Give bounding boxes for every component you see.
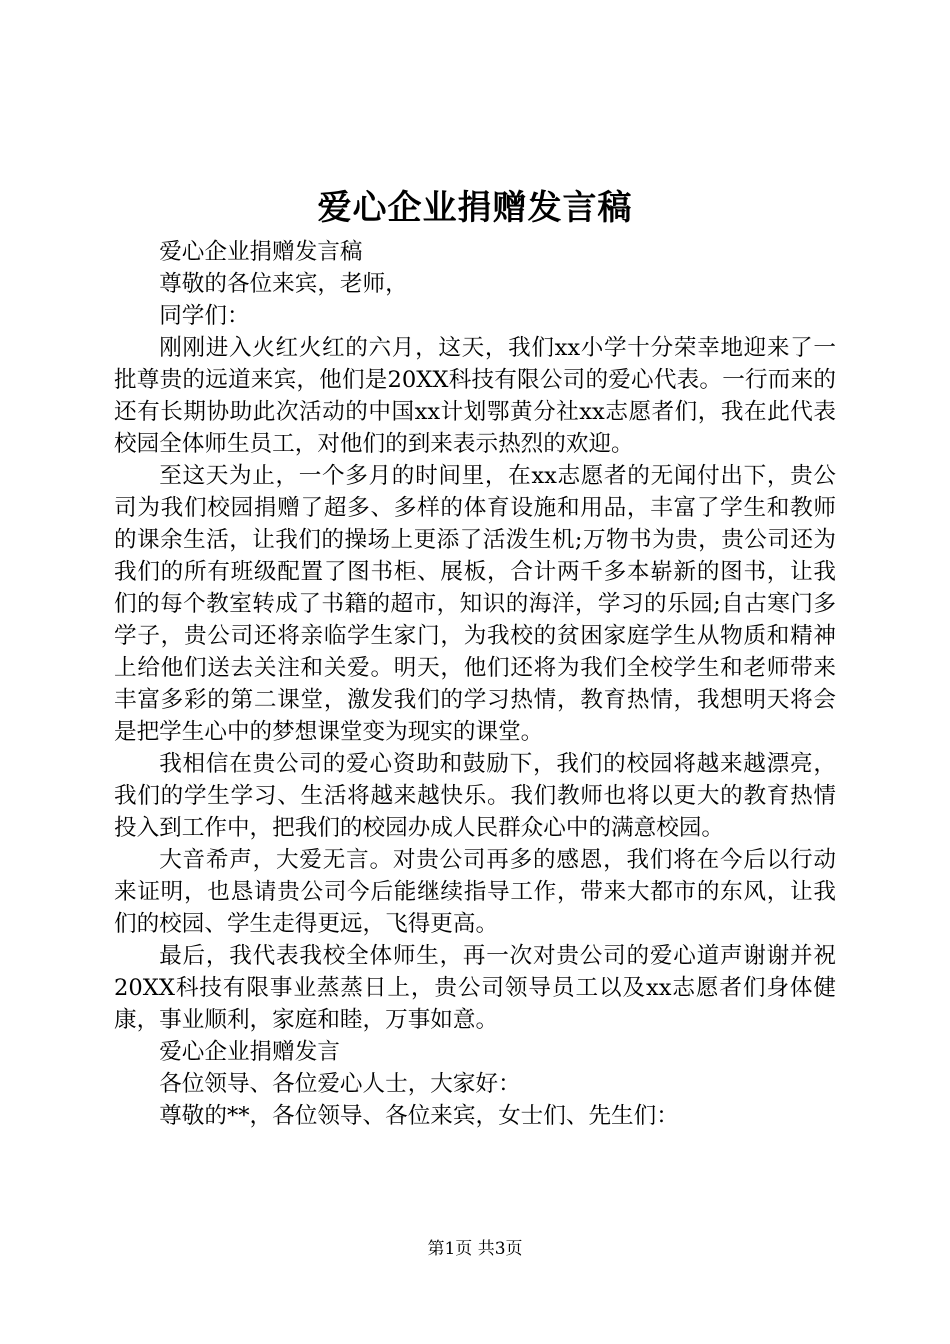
- document-body: [114, 236, 836, 1132]
- paragraph-closing: 最后，我代表我校全体师生，再一次对贵公司的爱心道声谢谢并祝20XX科技有限事业蒸蒸日上，贵公司领导员工以及xx志愿者们身体健康，事业顺利，家庭和睦，万事如意。: [114, 943, 836, 1033]
- page-footer: 第1页 共3页: [427, 1239, 523, 1259]
- paragraph-second-greeting: 各位领导、各位爱心人士，大家好：: [159, 1071, 521, 1097]
- paragraph-belief: 我相信在贵公司的爱心资助和鼓励下，我们的校园将越来越漂亮，我们的学生学习、生活将越来越快乐。我们教师也将以更大的教育热情投入到工作中，把我们的校园办成人民群众心中的满意校园。: [114, 751, 836, 841]
- paragraph-gratitude: 大音希声，大爱无言。对贵公司再多的感恩，我们将在今后以行动来证明，也恳请贵公司今后能继续指导工作，带来大都市的东风，让我们的校园、学生走得更远，飞得更高。: [114, 847, 836, 937]
- paragraph-second-salutation: 尊敬的**，各位领导、各位来宾，女士们、先生们：: [159, 1103, 679, 1129]
- paragraph-salutation: 尊敬的各位来宾，老师，: [159, 271, 408, 297]
- paragraph-donations: 至这天为止，一个多月的时间里，在xx志愿者的无闻付出下，贵公司为我们校园捐赠了超多、多样的体育设施和用品，丰富了学生和教师的课余生活，让我们的操场上更添了活泼生机;万物书为贵，贵公司还为我们的所有班级配置了图书柜、展板，合计两千多本崭新的图书，让我们的每个教室转成了书籍的超市，知识的海洋，学习的乐园;自古寒门多学子，贵公司还将亲临学生家门，为我校的贫困家庭学生从物质和精神上给他们送去关注和关爱。明天，他们还将为我们全校学生和老师带来丰富多彩的第二课堂，激发我们的学习热情，教育热情，我想明天将会是把学生心中的梦想课堂变为现实的课堂。: [114, 463, 836, 745]
- paragraph-second-heading: 爱心企业捐赠发言: [159, 1039, 340, 1065]
- paragraph-heading: 爱心企业捐赠发言稿: [159, 239, 363, 265]
- paragraph-salutation-cont: 同学们：: [159, 303, 250, 329]
- document-title: 爱心企业捐赠发言稿: [317, 188, 633, 228]
- paragraph-welcome: 刚刚进入火红火红的六月，这天，我们xx小学十分荣幸地迎来了一批尊贵的远道来宾，他们是20XX科技有限公司的爱心代表。一行而来的还有长期协助此次活动的中国xx计划鄂黄分社xx志愿者们，我在此代表校园全体师生员工，对他们的到来表示热烈的欢迎。: [114, 335, 836, 457]
